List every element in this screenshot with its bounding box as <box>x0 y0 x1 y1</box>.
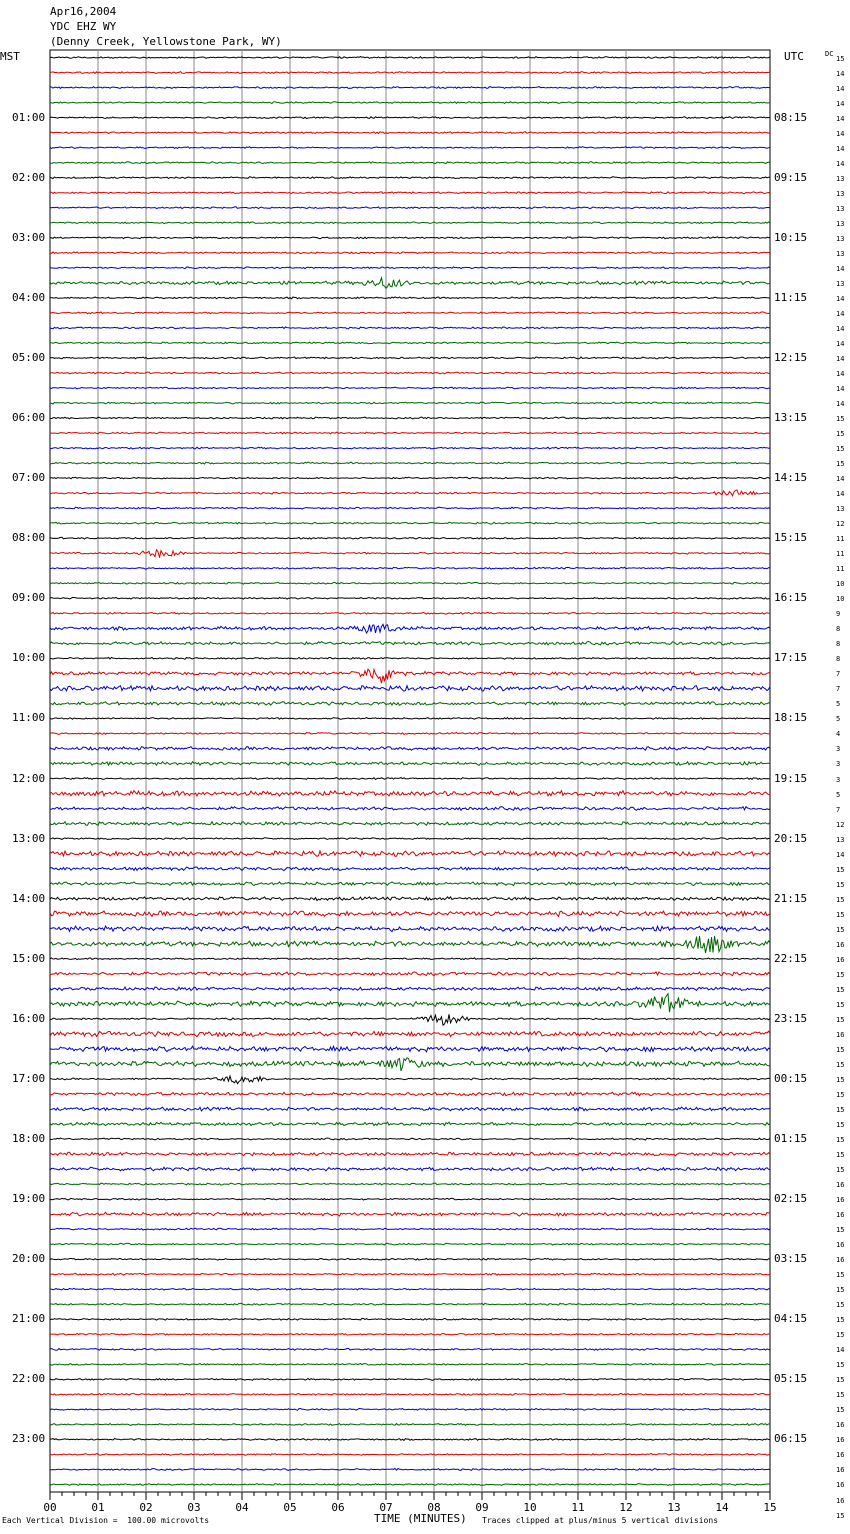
right-hour-label: 02:15 <box>774 1192 808 1206</box>
trace-row <box>50 567 770 569</box>
dc-offset-value: 16 <box>836 1451 845 1460</box>
trace-row <box>50 911 770 916</box>
dc-offset-value: 14 <box>836 354 845 363</box>
dc-offset-value: 14 <box>836 144 845 153</box>
dc-offset-value: 16 <box>836 1421 845 1430</box>
dc-offset-value: 14 <box>836 159 845 168</box>
dc-offset-value: 15 <box>836 1045 845 1054</box>
trace-row <box>50 597 770 599</box>
dc-offset-value: 11 <box>836 535 845 544</box>
left-hour-label: 14:00 <box>12 891 46 905</box>
dc-offset-value: 14 <box>836 399 845 408</box>
dc-offset-value: 13 <box>836 189 845 198</box>
right-hour-label: 12:15 <box>774 350 808 364</box>
right-hour-label: 03:15 <box>774 1252 808 1266</box>
trace-row <box>50 686 770 692</box>
dc-offset-value: 16 <box>836 1481 845 1490</box>
trace-row <box>50 507 770 509</box>
trace-row <box>50 791 770 796</box>
dc-offset-value: 15 <box>836 895 845 904</box>
dc-offset-value: 10 <box>836 595 845 604</box>
dc-offset-value: 9 <box>836 610 841 619</box>
trace-row <box>50 1228 770 1230</box>
trace-row <box>50 1333 770 1335</box>
scale-note: Each Vertical Division = 100.00 microvolts <box>2 1516 210 1525</box>
trace-row <box>50 612 770 614</box>
trace-row <box>50 1484 770 1486</box>
dc-offset-value: 5 <box>836 700 841 709</box>
trace-row <box>50 1318 770 1320</box>
dc-offset-value: 15 <box>836 460 845 469</box>
dc-offset-value: 13 <box>836 835 845 844</box>
trace-row <box>50 278 770 289</box>
trace-row <box>50 1138 770 1140</box>
trace-row <box>50 1212 770 1216</box>
trace-row <box>50 1363 770 1365</box>
dc-offset-value: 15 <box>836 445 845 454</box>
right-hour-label: 01:15 <box>774 1132 808 1145</box>
dc-offset-value: 15 <box>836 1331 845 1340</box>
left-hour-label: 15:00 <box>12 951 46 965</box>
right-hour-label: 08:15 <box>774 110 808 124</box>
trace-row <box>50 1092 770 1096</box>
x-tick-label: 05 <box>283 1501 297 1514</box>
x-tick-label: 13 <box>667 1501 681 1514</box>
dc-offset-value: 14 <box>836 369 845 378</box>
dc-offset-value: 14 <box>836 99 845 108</box>
trace-row <box>50 762 770 766</box>
dc-offset-value: 12 <box>836 520 845 529</box>
right-hour-label: 09:15 <box>774 170 808 184</box>
trace-row <box>50 778 770 780</box>
left-timezone-label: MST <box>0 50 20 63</box>
left-hour-label: 23:00 <box>12 1432 46 1446</box>
trace-row <box>50 477 770 479</box>
left-hour-label: 20:00 <box>12 1252 46 1266</box>
right-hour-label: 00:15 <box>774 1071 808 1085</box>
trace-row <box>50 669 770 683</box>
dc-offset-value: 16 <box>836 1436 845 1445</box>
x-tick-label: 15 <box>763 1501 777 1514</box>
trace-row <box>50 1393 770 1395</box>
right-hour-label: 06:15 <box>774 1432 808 1446</box>
dc-offset-value: 15 <box>836 1406 845 1415</box>
dc-offset-value: 14 <box>836 339 845 348</box>
dc-offset-value: 14 <box>836 475 845 484</box>
trace-row <box>50 926 770 932</box>
dc-offset-value: 15 <box>836 1060 845 1069</box>
trace-row <box>50 192 770 194</box>
dc-offset-value: 15 <box>836 865 845 874</box>
right-hour-label: 22:15 <box>774 951 808 965</box>
trace-row <box>50 972 770 976</box>
left-hour-label: 10:00 <box>12 651 46 665</box>
trace-row <box>50 72 770 74</box>
dc-offset-value: 16 <box>836 1030 845 1039</box>
trace-row <box>50 1409 770 1411</box>
trace-row <box>50 550 770 558</box>
dc-offset-value: 14 <box>836 324 845 333</box>
right-hour-label: 16:15 <box>774 591 808 605</box>
dc-offset-value: 13 <box>836 505 845 514</box>
left-hour-label: 02:00 <box>12 170 46 184</box>
dc-offset-value: 7 <box>836 685 841 694</box>
right-hour-label: 18:15 <box>774 711 808 725</box>
dc-offset-value: 4 <box>836 730 841 739</box>
right-hour-label: 17:15 <box>774 651 808 665</box>
dc-offset-value: 14 <box>836 309 845 318</box>
seismic-traces <box>50 57 770 1486</box>
dc-offset-value: 8 <box>836 625 841 634</box>
trace-row <box>50 117 770 119</box>
dc-offset-value: 14 <box>836 264 845 273</box>
trace-row <box>50 1014 770 1025</box>
right-hour-label: 05:15 <box>774 1372 808 1386</box>
x-tick-label: 12 <box>619 1501 633 1514</box>
right-hour-label: 15:15 <box>774 531 808 545</box>
x-tick-label: 07 <box>379 1501 393 1514</box>
trace-row <box>50 327 770 329</box>
dc-offset-value: 14 <box>836 294 845 303</box>
trace-row <box>50 1183 770 1185</box>
trace-row <box>50 402 770 404</box>
left-hour-label: 13:00 <box>12 831 46 845</box>
dc-offset-value: 3 <box>836 745 841 754</box>
dc-offset-value: 5 <box>836 790 841 799</box>
trace-row <box>50 462 770 464</box>
x-tick-label: 02 <box>139 1501 153 1514</box>
right-hour-label: 14:15 <box>774 471 808 485</box>
left-hour-label: 11:00 <box>12 711 46 725</box>
trace-row <box>50 57 770 59</box>
trace-row <box>50 237 770 239</box>
trace-row <box>50 432 770 434</box>
dc-offset-value: 12 <box>836 820 845 829</box>
trace-row <box>50 447 770 449</box>
trace-row <box>50 1031 770 1036</box>
dc-offset-value: 15 <box>836 1105 845 1114</box>
dc-offset-value: 15 <box>836 1226 845 1235</box>
trace-row <box>50 1424 770 1426</box>
trace-row <box>50 1058 770 1071</box>
dc-offset-value: 15 <box>836 1271 845 1280</box>
dc-offset-value: 14 <box>836 384 845 393</box>
dc-offset-value: 15 <box>836 1361 845 1370</box>
trace-row <box>50 718 770 720</box>
dc-offset-value: 15 <box>836 970 845 979</box>
trace-row <box>50 537 770 539</box>
dc-offset-value: 15 <box>836 54 845 63</box>
x-tick-label: 14 <box>715 1501 729 1514</box>
trace-row <box>50 867 770 871</box>
dc-offset-value: 14 <box>836 129 845 138</box>
right-hour-label: 19:15 <box>774 771 808 785</box>
trace-row <box>50 387 770 389</box>
trace-row <box>50 87 770 89</box>
right-hour-label: 21:15 <box>774 891 808 905</box>
dc-offset-value: 7 <box>836 670 841 679</box>
trace-row <box>50 994 770 1013</box>
trace-row <box>50 641 770 645</box>
left-hour-label: 07:00 <box>12 471 46 485</box>
dc-offset-value: 14 <box>836 69 845 78</box>
x-axis-title: TIME (MINUTES) <box>374 1512 467 1525</box>
dc-offset-value: 15 <box>836 1090 845 1099</box>
trace-row <box>50 747 770 751</box>
trace-row <box>50 1288 770 1290</box>
trace-row <box>50 177 770 179</box>
trace-row <box>50 207 770 209</box>
dc-offset-value: 13 <box>836 234 845 243</box>
plot-frame <box>50 50 770 1492</box>
trace-row <box>50 897 770 901</box>
left-hour-label: 04:00 <box>12 290 46 304</box>
left-hour-label: 18:00 <box>12 1132 46 1145</box>
trace-row <box>50 624 770 633</box>
dc-offset-value: 10 <box>836 580 845 589</box>
trace-row <box>50 807 770 811</box>
trace-row <box>50 1469 770 1471</box>
x-tick-label: 09 <box>475 1501 489 1514</box>
x-tick-label: 04 <box>235 1501 249 1514</box>
dc-offset-value: 14 <box>836 1346 845 1355</box>
left-hour-label: 16:00 <box>12 1011 46 1025</box>
dc-offset-value: 15 <box>836 1015 845 1024</box>
left-hour-label: 08:00 <box>12 531 46 545</box>
x-tick-label: 06 <box>331 1501 345 1514</box>
trace-row <box>50 987 770 991</box>
x-tick-label: 03 <box>187 1501 201 1514</box>
trace-row <box>50 342 770 344</box>
dc-offset-value: 16 <box>836 1241 845 1250</box>
dc-offset-value: 15 <box>836 880 845 889</box>
left-hour-label: 09:00 <box>12 591 46 605</box>
left-hour-label: 19:00 <box>12 1192 46 1206</box>
right-hour-label: 23:15 <box>774 1011 808 1025</box>
header-station: YDC EHZ WY <box>50 20 117 33</box>
trace-row <box>50 1122 770 1126</box>
trace-row <box>50 657 770 659</box>
trace-row <box>50 851 770 857</box>
dc-offset-value: 13 <box>836 219 845 228</box>
trace-row <box>50 1348 770 1350</box>
dc-offset-value: 3 <box>836 775 841 784</box>
trace-row <box>50 372 770 374</box>
trace-row <box>50 522 770 524</box>
dc-offset-value: 16 <box>836 1211 845 1220</box>
trace-row <box>50 936 770 953</box>
trace-row <box>50 958 770 960</box>
trace-row <box>50 1107 770 1111</box>
trace-row <box>50 582 770 584</box>
dc-offset-value: 5 <box>836 715 841 724</box>
trace-row <box>50 1198 770 1200</box>
dc-offset-value: 15 <box>836 910 845 919</box>
x-tick-label: 10 <box>523 1501 537 1514</box>
dc-offset-value: 15 <box>836 430 845 439</box>
trace-row <box>50 297 770 299</box>
dc-offset-value: 3 <box>836 760 841 769</box>
trace-row <box>50 702 770 706</box>
x-tick-label: 00 <box>43 1501 57 1514</box>
trace-row <box>50 882 770 886</box>
dc-offset-value: 14 <box>836 84 845 93</box>
dc-offset-header: DC <box>825 50 834 58</box>
trace-row <box>50 1303 770 1305</box>
trace-row <box>50 838 770 840</box>
header-date: Apr16,2004 <box>50 5 117 18</box>
dc-offset-value: 11 <box>836 550 845 559</box>
dc-offset-value: 7 <box>836 805 841 814</box>
dc-offset-value: 15 <box>836 1166 845 1175</box>
dc-offset-value: 15 <box>836 1151 845 1160</box>
trace-row <box>50 1439 770 1441</box>
dc-offset-value: 15 <box>836 1136 845 1144</box>
dc-offset-value: 15 <box>836 925 845 934</box>
x-tick-label: 11 <box>571 1501 585 1514</box>
dc-offset-value: 15 <box>836 1000 845 1009</box>
dc-offset-value: 14 <box>836 114 845 123</box>
dc-offset-value: 15 <box>836 1120 845 1129</box>
clip-note: Traces clipped at plus/minus 5 vertical divisions <box>482 1516 719 1525</box>
left-hour-label: 03:00 <box>12 230 46 244</box>
dc-offset-value: 8 <box>836 640 841 649</box>
dc-offset-value: 15 <box>836 1286 845 1295</box>
trace-row <box>50 1258 770 1260</box>
trace-row <box>50 147 770 149</box>
trace-row <box>50 1076 770 1084</box>
dc-offset-value: 13 <box>836 174 845 183</box>
trace-row <box>50 1152 770 1156</box>
dc-offset-value: 8 <box>836 655 841 664</box>
dc-offset-value: 15 <box>836 1391 845 1400</box>
trace-row <box>50 162 770 164</box>
right-hour-label: 13:15 <box>774 411 808 424</box>
dc-offset-value: 13 <box>836 279 845 288</box>
dc-offset-value: 15 <box>836 1301 845 1310</box>
trace-row <box>50 733 770 735</box>
trace-row <box>50 1454 770 1456</box>
right-hour-label: 20:15 <box>774 831 808 845</box>
left-hour-label: 06:00 <box>12 411 46 424</box>
left-hour-label: 12:00 <box>12 771 46 785</box>
x-tick-label: 01 <box>91 1501 105 1514</box>
dc-offset-value: 13 <box>836 249 845 258</box>
dc-offset-value: 16 <box>836 1466 845 1475</box>
dc-offset-value: 11 <box>836 565 845 574</box>
minute-grid <box>50 50 770 1492</box>
right-timezone-label: UTC <box>784 50 804 63</box>
dc-offset-value: 15 <box>836 1511 845 1520</box>
dc-offset-value: 16 <box>836 940 845 949</box>
left-hour-label: 01:00 <box>12 110 46 124</box>
trace-row <box>50 417 770 419</box>
dc-offset-value: 15 <box>836 1376 845 1385</box>
left-hour-label: 21:00 <box>12 1312 46 1326</box>
trace-row <box>50 1046 770 1052</box>
right-hour-label: 11:15 <box>774 290 808 304</box>
dc-offset-value: 14 <box>836 490 845 499</box>
dc-offset-value: 16 <box>836 1496 845 1505</box>
trace-row <box>50 490 770 496</box>
dc-offset-value: 16 <box>836 1181 845 1190</box>
left-hour-label: 17:00 <box>12 1071 46 1085</box>
trace-row <box>50 1379 770 1381</box>
left-hour-label: 22:00 <box>12 1372 46 1386</box>
trace-row <box>50 222 770 224</box>
dc-offset-value: 16 <box>836 955 845 964</box>
dc-offset-value: 14 <box>836 850 845 859</box>
dc-offset-value: 16 <box>836 1256 845 1265</box>
dc-offset-value: 13 <box>836 204 845 213</box>
trace-row <box>50 312 770 314</box>
dc-offset-value: 15 <box>836 415 845 423</box>
x-tick-label: 08 <box>427 1501 441 1514</box>
header-location: (Denny Creek, Yellowstone Park, WY) <box>50 35 282 48</box>
dc-offset-value: 15 <box>836 985 845 994</box>
trace-row <box>50 102 770 104</box>
time-axis <box>43 1492 776 1514</box>
trace-row <box>50 252 770 254</box>
trace-row <box>50 267 770 269</box>
dc-offset-value: 15 <box>836 1075 845 1084</box>
left-hour-label: 05:00 <box>12 350 46 364</box>
right-hour-label: 04:15 <box>774 1312 808 1326</box>
trace-row <box>50 1243 770 1245</box>
trace-row <box>50 1273 770 1275</box>
right-hour-label: 10:15 <box>774 230 808 244</box>
trace-row <box>50 357 770 359</box>
trace-row <box>50 132 770 134</box>
trace-row <box>50 822 770 826</box>
dc-offset-value: 16 <box>836 1196 845 1205</box>
trace-row <box>50 1167 770 1171</box>
dc-offset-value: 15 <box>836 1316 845 1325</box>
